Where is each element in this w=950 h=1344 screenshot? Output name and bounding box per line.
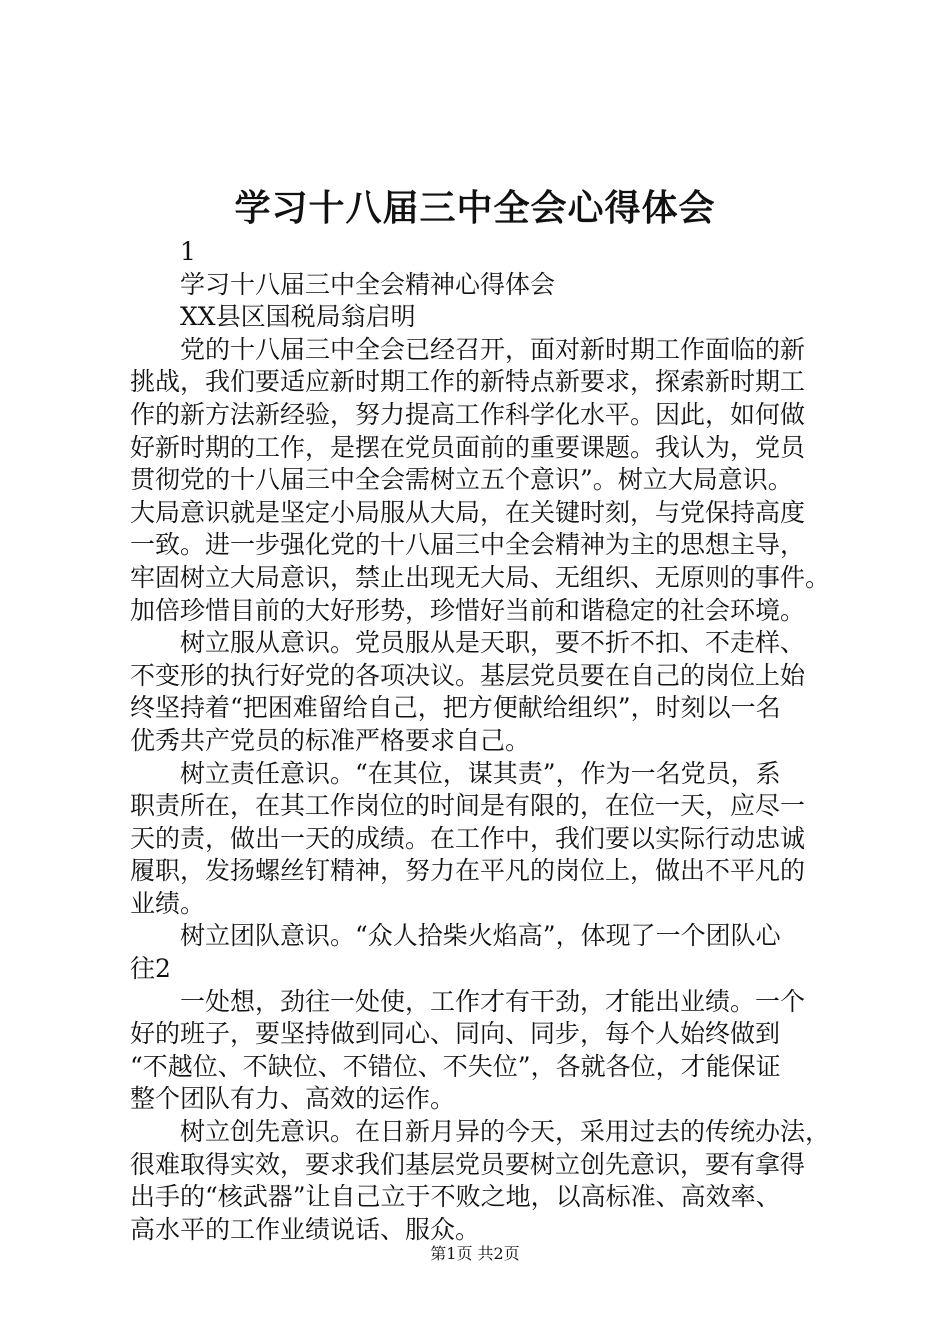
text-line: XX县区国税局翁启明 <box>180 302 416 332</box>
text-line: 加倍珍惜目前的大好形势，珍惜好当前和谐稳定的社会环境。 <box>130 595 806 625</box>
text-line: 终坚持着“把困难留给自己，把方便献给组织”，时刻以一名 <box>130 693 781 723</box>
text-line: “不越位、不缺位、不错位、不失位”，各就各位，才能保证 <box>130 1051 781 1081</box>
text-line: 贯彻党的十八届三中全会需树立五个意识”。树立大局意识。 <box>130 465 793 495</box>
text-line: 整个团队有力、高效的运作。 <box>130 1084 456 1114</box>
text-line: 树立责任意识。“在其位，谋其责”，作为一名党员，系 <box>180 758 781 788</box>
text-line: 职责所在，在其工作岗位的时间是有限的，在位一天，应尽一 <box>130 791 806 821</box>
text-line: 不变形的执行好党的各项决议。基层党员要在自己的岗位上始 <box>130 660 806 690</box>
text-line: 履职，发扬螺丝钉精神，努力在平凡的岗位上，做出不平凡的 <box>130 856 806 886</box>
text-line: 好的班子，要坚持做到同心、同向、同步，每个人始终做到 <box>130 1019 781 1049</box>
page-footer: 第1页 共2页 <box>430 1244 520 1263</box>
text-line: 往2 <box>130 954 171 984</box>
text-line: 学习十八届三中全会精神心得体会 <box>180 269 556 299</box>
text-line: 树立服从意识。党员服从是天职，要不折不扣、不走样、 <box>180 628 806 658</box>
document-title: 学习十八届三中全会心得体会 <box>234 187 716 229</box>
text-line: 优秀共产党员的标准严格要求自己。 <box>130 725 531 755</box>
text-line: 1 <box>180 237 196 266</box>
text-line: 挑战，我们要适应新时期工作的新特点新要求，探索新时期工 <box>130 367 806 397</box>
text-line: 树立团队意识。“众人拾柴火焰高”，体现了一个团队心 <box>180 921 781 951</box>
text-line: 一致。进一步强化党的十八届三中全会精神为主的思想主导， <box>130 530 806 560</box>
text-line: 很难取得实效，要求我们基层党员要树立创先意识，要有拿得 <box>130 1149 806 1179</box>
text-line: 高水平的工作业绩说话、服众。 <box>130 1214 481 1244</box>
text-line: 出手的“核武器”让自己立于不败之地，以高标准、高效率、 <box>130 1182 781 1212</box>
text-line: 大局意识就是坚定小局服从大局，在关键时刻，与党保持高度 <box>130 497 806 527</box>
text-line: 业绩。 <box>130 888 206 918</box>
text-line: 作的新方法新经验，努力提高工作科学化水平。因此，如何做 <box>130 399 806 429</box>
text-line: 天的责，做出一天的成绩。在工作中，我们要以实际行动忠诚 <box>130 823 806 853</box>
document-body <box>130 236 834 1246</box>
text-line: 党的十八届三中全会已经召开，面对新时期工作面临的新 <box>180 334 806 364</box>
text-line: 好新时期的工作，是摆在党员面前的重要课题。我认为，党员 <box>130 432 806 462</box>
text-line: 一处想，劲往一处使，工作才有干劲，才能出业绩。一个 <box>180 986 806 1016</box>
text-line: 牢固树立大局意识，禁止出现无大局、无组织、无原则的事件。 <box>130 562 831 592</box>
text-line: 树立创先意识。在日新月异的今天，采用过去的传统办法， <box>180 1117 831 1147</box>
